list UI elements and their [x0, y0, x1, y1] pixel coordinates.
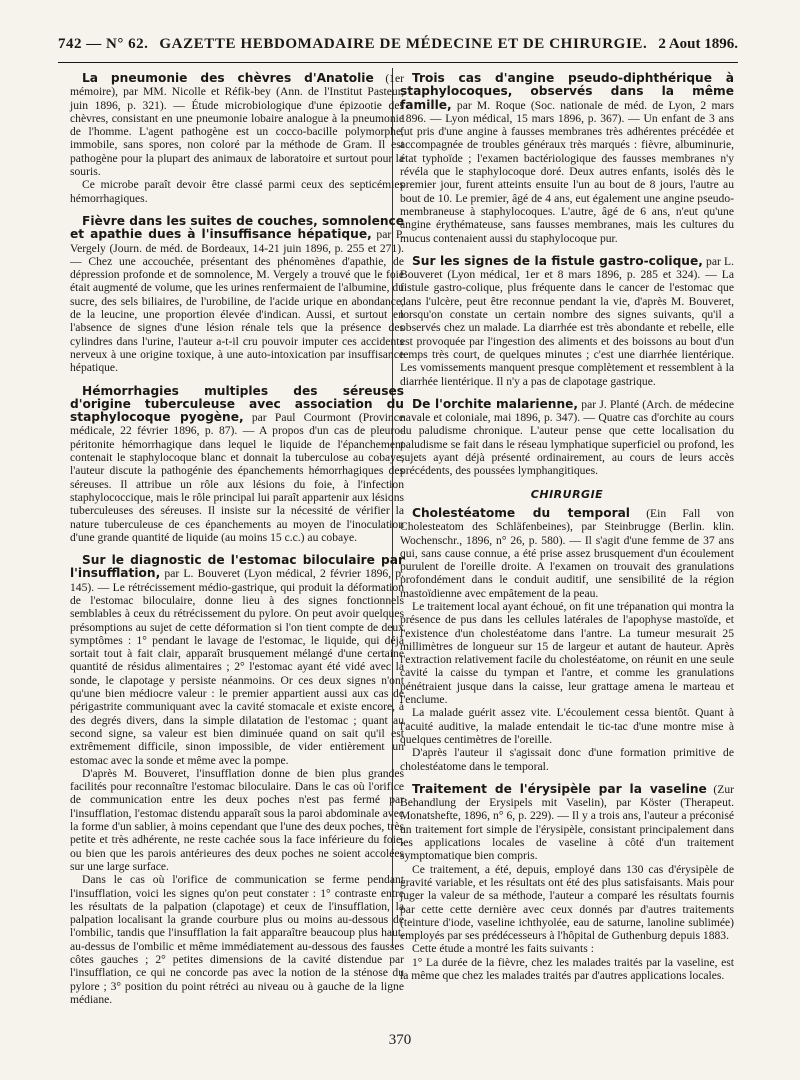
article-title: Fièvre dans les suites de couches, somnolence et apathie dues à l'insuffisance hépatique,	[70, 213, 404, 242]
article-paragraph	[400, 746, 734, 773]
article-text: La malade guérit assez vite. L'écoulement cessa bientôt. Quant à l'acuité auditive, la malade entendait le tic-tac d'une montre mise à quelques centimètres de l'oreille.	[400, 706, 734, 746]
article-paragraph	[400, 706, 734, 746]
page-number: 370	[388, 1032, 412, 1048]
article-paragraph	[400, 398, 734, 478]
article-paragraph	[400, 72, 734, 245]
article-paragraph	[400, 863, 734, 943]
article-text: Ce microbe paraît devoir être classé parmi ceux des septicémies hémorrhagiques.	[70, 178, 404, 205]
article-paragraph	[400, 942, 734, 955]
article-paragraph	[70, 215, 404, 375]
article-title: Traitement de l'érysipèle par la vaseline	[412, 781, 707, 796]
article-text: par L. Bouveret (Lyon médical, 1er et 8 mars 1896, p. 285 et 324). — La fistule gastro-colique, plus fréquente dans le cancer de l'estomac que dans l'ulcère, peut être reconnue pendant la vie, d'après M. Bouveret, lorsqu'on constate un certain nombre des signes suivants, qu'il a observés chez un malade. La diarrhée est très abondante et rebelle, elle est provoquée par l'ingestion des aliments et des boissons au bout d'un temps très court, de quelques minutes ; c'est une diarrhée lientérique. Les vomissements manquent presque complètement et ressemblent à la diarrhée lientérique. Il n'y a pas de clapotage gastrique.	[400, 254, 734, 388]
article	[400, 507, 734, 773]
article-title: Cholestéatome du temporal	[412, 505, 630, 520]
article-paragraph	[70, 767, 404, 873]
article-text: par M. Roque (Soc. nationale de méd. de Lyon, 2 mars 1896. — Lyon médical, 15 mars 1896, p. 367). — Un enfant de 3 ans fut pris d'une angine à fausses membranes très adhérentes précédée et accompagnée de troubles généraux très marqués : fièvre, albuminurie, état typhoïde ; l'examen bactériologique des fausses membranes n'y révéla que le staphylocoque doré. Deux autres enfants, isolés dès le premier jour, furent atteints ensuite l'un au bout de 8 jours, l'autre au bout de 10. Le premier, âgé de 4 ans, eut également une angine pseudo-membraneuse à staphylocoques. L'autre, âgé de 6 ans, n'eut qu'une angine érythémateuse, sans fausses membranes, mais les cultures du mucus contenaient aussi du staphylocoque pur.	[400, 98, 734, 245]
article	[400, 783, 734, 982]
article	[400, 398, 734, 478]
right-medicine-articles	[400, 72, 734, 478]
article-paragraph	[70, 72, 404, 178]
journal-title: GAZETTE HEBDOMADAIRE DE MÉDECINE ET DE CHIRURGIE.	[159, 36, 648, 52]
article-title: La pneumonie des chèvres d'Anatolie	[82, 71, 374, 85]
article-text: Le traitement local ayant échoué, on fit une trépanation qui montra la présence de pus dans les cellules latérales de l'apophyse mastoïde, et l'existence d'un cholestéatome dans l'antre. La tumeur mesurait 25 millimètres de longueur sur 15 de largeur et autant de hauteur. Après l'extraction relativement facile du cholestéatome, on réunit en une seule cavité la caisse du tympan et l'antre, et comme les granulations pénétraient jusque dans la caisse, leur grattage amena le marteau et l'enclume.	[400, 599, 734, 707]
page-issue: 742 — N° 62.	[58, 36, 149, 52]
article	[70, 72, 404, 205]
article-text: par J. Planté (Arch. de médecine navale et coloniale, mai 1896, p. 347). — Quatre cas d'orchite au cours du paludisme chronique. L'auteur pense que cette localisation du paludisme se fait dans le réseau lymphatique superficiel ou profond, les sujets ayant déjà présenté ordinairement, au cours de leurs accès précédents, des poussées lymphangitiques.	[400, 397, 734, 478]
article-title: Hémorrhagies multiples des séreuses d'origine tuberculeuse avec association du staphylocoque pyogène,	[70, 383, 404, 425]
article-text: Ce traitement, a été, depuis, employé dans 130 cas d'érysipèle de gravité variable, et les résultats ont été des plus satisfaisants. Mais pour juger la valeur de sa méthode, l'auteur a comparé les résultats fournis par cette cette dernière avec ceux donnés par d'autres traitements (teinture d'iode, vaseline ichthyolée, eau de saturne, lanoline sublimée) employés par ses prédécesseurs à l'hôpital de Guthenburg depuis 1883.	[400, 862, 734, 943]
article-text: Dans le cas où l'orifice de communication se ferme pendant l'insufflation, voici les signes qu'on peut constater : 1° contraste entre les résultats de la palpation (clapotage) et ceux de l'insufflation, la palpation localisant la grande courbure plus ou moins au-dessous de l'ombilic, tandis que l'insufflation la fait apparaître beaucoup plus haut, au-dessus de l'ombilic et même immédiatement au-dessous des fausses côtes gauches ; 2° petites dimensions de la cavité distendue par l'insufflation, ce qui ne concorde pas avec la notion de la sténose du pylore ; 3° position du point rétréci au niveau ou à gauche de la ligne médiane.	[70, 873, 404, 1006]
article-paragraph	[400, 600, 734, 706]
article-paragraph	[400, 255, 734, 388]
article-text: D'après M. Bouveret, l'insufflation donne de bien plus grandes facilités pour reconnaître l'estomac biloculaire. Dans le cas où l'orifice de communication entre les deux poches n'est pas fermé par l'insufflation, l'estomac distendu apparaît sous la paroi abdominale avec la forme d'un sablier, à moins cependant que l'une des deux poches, très petite et très adhérente, ne reste cachée sous la face inférieure du foie, ou bien que les parois antérieures des deux poches ne soient accolées sur une large surface.	[70, 766, 404, 873]
section-label: CHIRURGIE	[530, 487, 604, 501]
article-text: par P. Vergely (Journ. de méd. de Bordeaux, 14-21 juin 1896, p. 255 et 271). — Chez une accouchée, présentant des phénomènes d'apathie, de dépression profonde et de somnolence, M. Vergely a trouvé que le foie était augmenté de volume, que les urines renfermaient de l'albumine, du sucre, des sels biliaires, de l'urobiline, de l'acide urique en abondance, de la leucine, une proportion élevée d'indican. Aussi, et surtout en l'absence de signes d'une lésion rénale tels que la présence des cylindres dans l'urine, l'auteur a-t-il cru pouvoir imputer ces accidents nerveux à une origine toxique, à une auto-intoxication par insuffisance hépatique.	[70, 228, 404, 375]
article	[70, 554, 404, 1006]
article-text: D'après l'auteur il s'agissait donc d'une formation primitive de cholestéatome dans le temporal.	[400, 746, 734, 773]
issue-date: 2 Aout 1896.	[658, 36, 738, 52]
article	[70, 385, 404, 545]
article-text: par Paul Courmont (Province médicale, 22 février 1896, p. 87). — A propos d'un cas de pleuro-péritonite hémorrhagique dans lequel le liquide de l'épanchement contenait le staphylocoque blanc et donnait la tuberculose au cobaye, l'auteur discute la pathogénie des épanchements hémorrhagiques des séreuses. Il attribue un rôle aux lésions du foie, à l'infection staphylococcique, mais le rôle principal lui paraît appartenir aux lésions tuberculeuses des séreuses. Il insiste sur la nécessité de vérifier la nature tuberculeuse de ces épanchements au moyen de l'inoculation d'une grande quantité de liquide (au moins 15 c.c.) au cobaye.	[70, 411, 405, 544]
article-title: Sur le diagnostic de l'estomac biloculaire par l'insufflation,	[70, 553, 404, 581]
article	[70, 215, 404, 375]
right-column	[400, 71, 734, 982]
article-paragraph	[400, 956, 734, 983]
article-title: De l'orchite malarienne,	[412, 396, 579, 411]
article-paragraph	[400, 507, 734, 600]
right-surgery-articles	[400, 507, 734, 982]
article-paragraph	[70, 554, 404, 767]
article-text: (1er mémoire), par MM. Nicolle et Réfik-bey (Ann. de l'Institut Pasteur, juin 1896, p. 321). — Étude microbiologique d'une épizootie des chèvres, consistant en une pneumonie lobaire analogue à la pneumonie de l'homme. L'agent pathogène est un cocco-bacille polymorphe, immobile, sans spores, non coloré par la méthode de Gram. Il est pathogène pour la plupart des animaux de laboratoire et surtout pour la souris.	[70, 72, 404, 179]
article-text: (Zur Behandlung der Erysipels mit Vaselin), par Köster (Therapeut. Monatshefte, 1896, n° 6, p. 229). — Il y a trois ans, l'auteur a préconisé un traitement fort simple de l'érysipèle, consistant principalement dans les applications locales de vaseline à côté d'un traitement symptomatique bien compris.	[400, 782, 734, 863]
left-column	[70, 72, 404, 1042]
article-paragraph	[70, 178, 404, 205]
article-paragraph	[70, 873, 404, 1006]
article-title: Trois cas d'angine pseudo-diphthérique à staphylocoques, observés dans la même famille,	[400, 71, 734, 112]
article-text: par L. Bouveret (Lyon médical, 2 février 1896, p. 145). — Le rétrécissement médio-gastrique, qui produit la déformation de l'estomac biloculaire, donne lieu à des signes fonctionnels semblables à ceux du rétrécissement du pylore. On peut avoir quelques présomptions au sujet de cette déformation si l'on tient compte de deux symptômes : 1° pendant le lavage de l'estomac, le liquide, qui déjà sortait tout à fait clair, apparaît brusquement mélangé d'une certaine quantité de résidus alimentaires ; 2° l'estomac ayant été vidé avec la sonde, le clapotage y persiste néanmoins. Or ces deux signes n'ont qu'une bien médiocre valeur : le premier appartient aussi aux cas de périgastrite communiquant avec la cavité stomacale et existe encore, à des degrés divers, dans la simple dilatation de l'estomac ; quant au second signe, sa valeur est bien diminuée quand on sait qu'il est extrêmement difficile, sinon impossible, de vider entièrement un estomac avec la sonde et même avec la pompe.	[70, 567, 404, 767]
header-rule	[58, 62, 738, 63]
article	[400, 72, 734, 245]
article-title: Sur les signes de la fistule gastro-colique,	[412, 253, 703, 268]
article-paragraph	[70, 385, 404, 545]
running-header	[58, 36, 738, 60]
article-text: (Ein Fall von Cholesteatom des Schläfenbeines), par Steinbrugge (Berlin. klin. Wochenschr., 1896, n° 26, p. 580). — Il s'agit d'une femme de 37 ans qui, sans cause connue, a été prise assez brusquement d'un écoulement purulent de l'oreille droite. A l'examen on trouvait des granulations profondément dans le conduit auditif, une sensibilité de la région mastoïdienne avec empâtement de la peau.	[400, 506, 734, 600]
article-text: Cette étude a montré les faits suivants :	[412, 942, 594, 956]
article-text: 1° La durée de la fièvre, chez les malades traités par la vaseline, est la même que chez les malades traités par d'autres applications locales.	[400, 955, 734, 982]
article-paragraph	[400, 783, 734, 863]
article	[400, 255, 734, 388]
